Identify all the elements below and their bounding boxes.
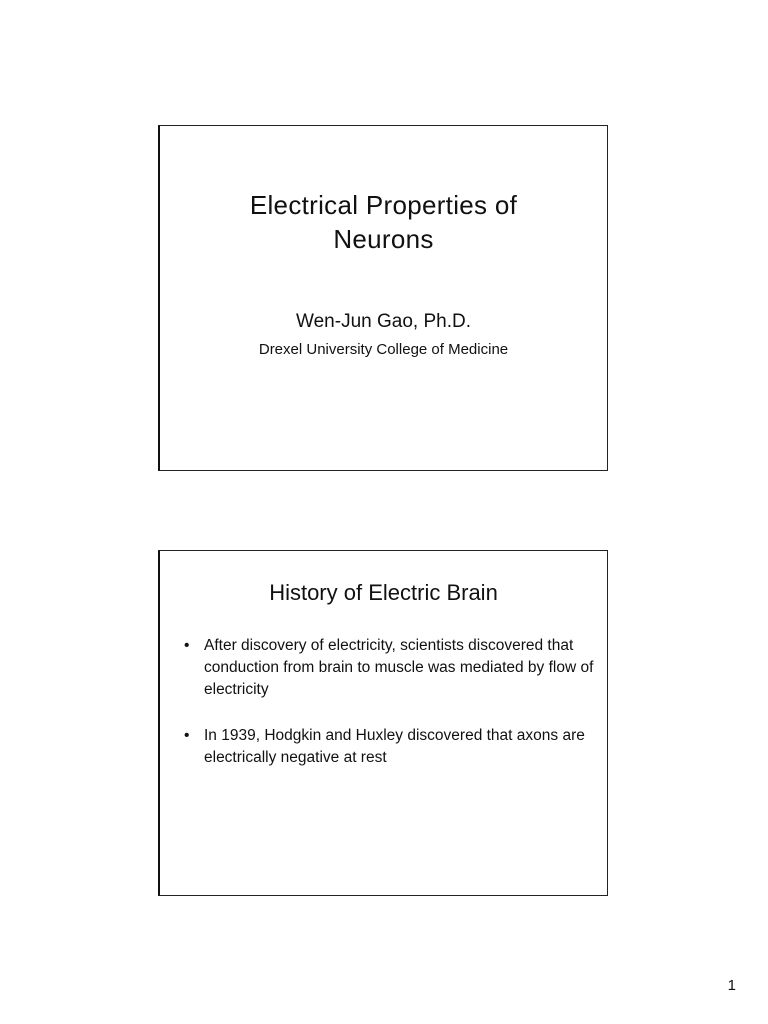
page-number: 1 [727,977,736,994]
slide-title-heading [160,188,607,256]
author-affiliation: Drexel University College of Medicine [258,341,509,358]
title-line-2: Neurons [333,224,434,254]
bullet-text: After discovery of electricity, scientists discovered that conduction from brain to muscle was mediated by flow of electricity [204,637,594,698]
bullet-text: In 1939, Hodgkin and Huxley discovered that axons are electrically negative at rest [204,727,585,766]
bullet-icon: • [184,727,190,744]
slide-history [158,550,608,896]
bullet-icon: • [184,637,190,654]
slide-title [158,125,608,471]
bullet-item [184,635,594,701]
bullet-item [184,725,594,769]
bullet-list [184,635,594,793]
author-name: Wen-Jun Gao, Ph.D. [296,311,471,332]
slide-heading: History of Electric Brain [269,580,498,605]
title-line-1: Electrical Properties of [249,190,518,220]
